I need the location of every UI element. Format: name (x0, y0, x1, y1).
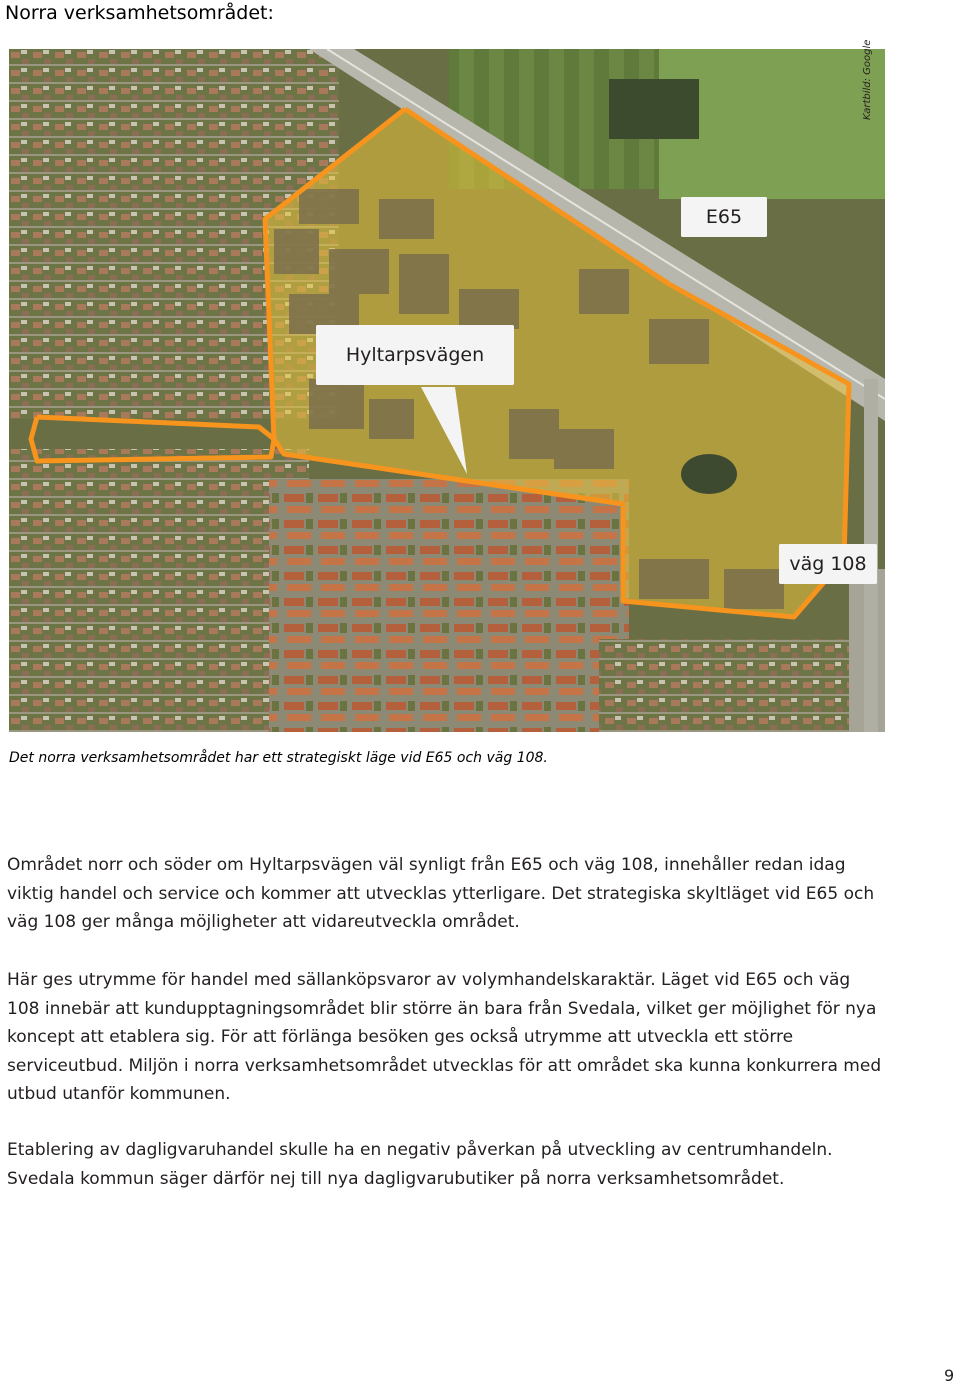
page-title: Norra verksamhetsområdet: (5, 2, 274, 24)
map-caption: Det norra verksamhetsområdet har ett strategiskt läge vid E65 och väg 108. (9, 750, 548, 766)
aerial-map (9, 49, 885, 732)
page-number: 9 (944, 1366, 955, 1385)
aerial-map-image (9, 49, 885, 732)
paragraph-3: Etablering av dagligvaruhandel skulle ha en negativ påverkan på utveckling av centrumhandeln. Svedala kommun säger därför nej till nya dagligvarubutiker på norra verksamhetsområdet. (7, 1140, 833, 1189)
paragraph-1: Området norr och söder om Hyltarpsvägen väl synligt från E65 och väg 108, innehåller redan idag viktig handel och service och kommer att utvecklas ytterligare. Det strategiska skyltläget vid E65 och väg 108 ger många möjligheter att vidareutveckla området. (7, 855, 875, 932)
paragraph-2: Här ges utrymme för handel med sällanköpsvaror av volymhandelskaraktär. Läget vid E65 och väg 108 innebär att kundupptagningsområdet blir större än bara från Svedala, vilket ger möjlighet för nya koncept att etablera sig. För att förlänga besöken ges också utrymme att utveckla ett större serviceutbud. Miljön i norra verksamhetsområdet utvecklas för att området ska kunna konkurrera med utbud utanför kommunen. (7, 970, 882, 1104)
vag-108-label: väg 108 (779, 544, 877, 584)
hyltarpsvagen-label: Hyltarpsvägen (316, 325, 514, 385)
e65-label: E65 (681, 197, 767, 237)
map-credit: Kartbild: Google (862, 39, 873, 120)
